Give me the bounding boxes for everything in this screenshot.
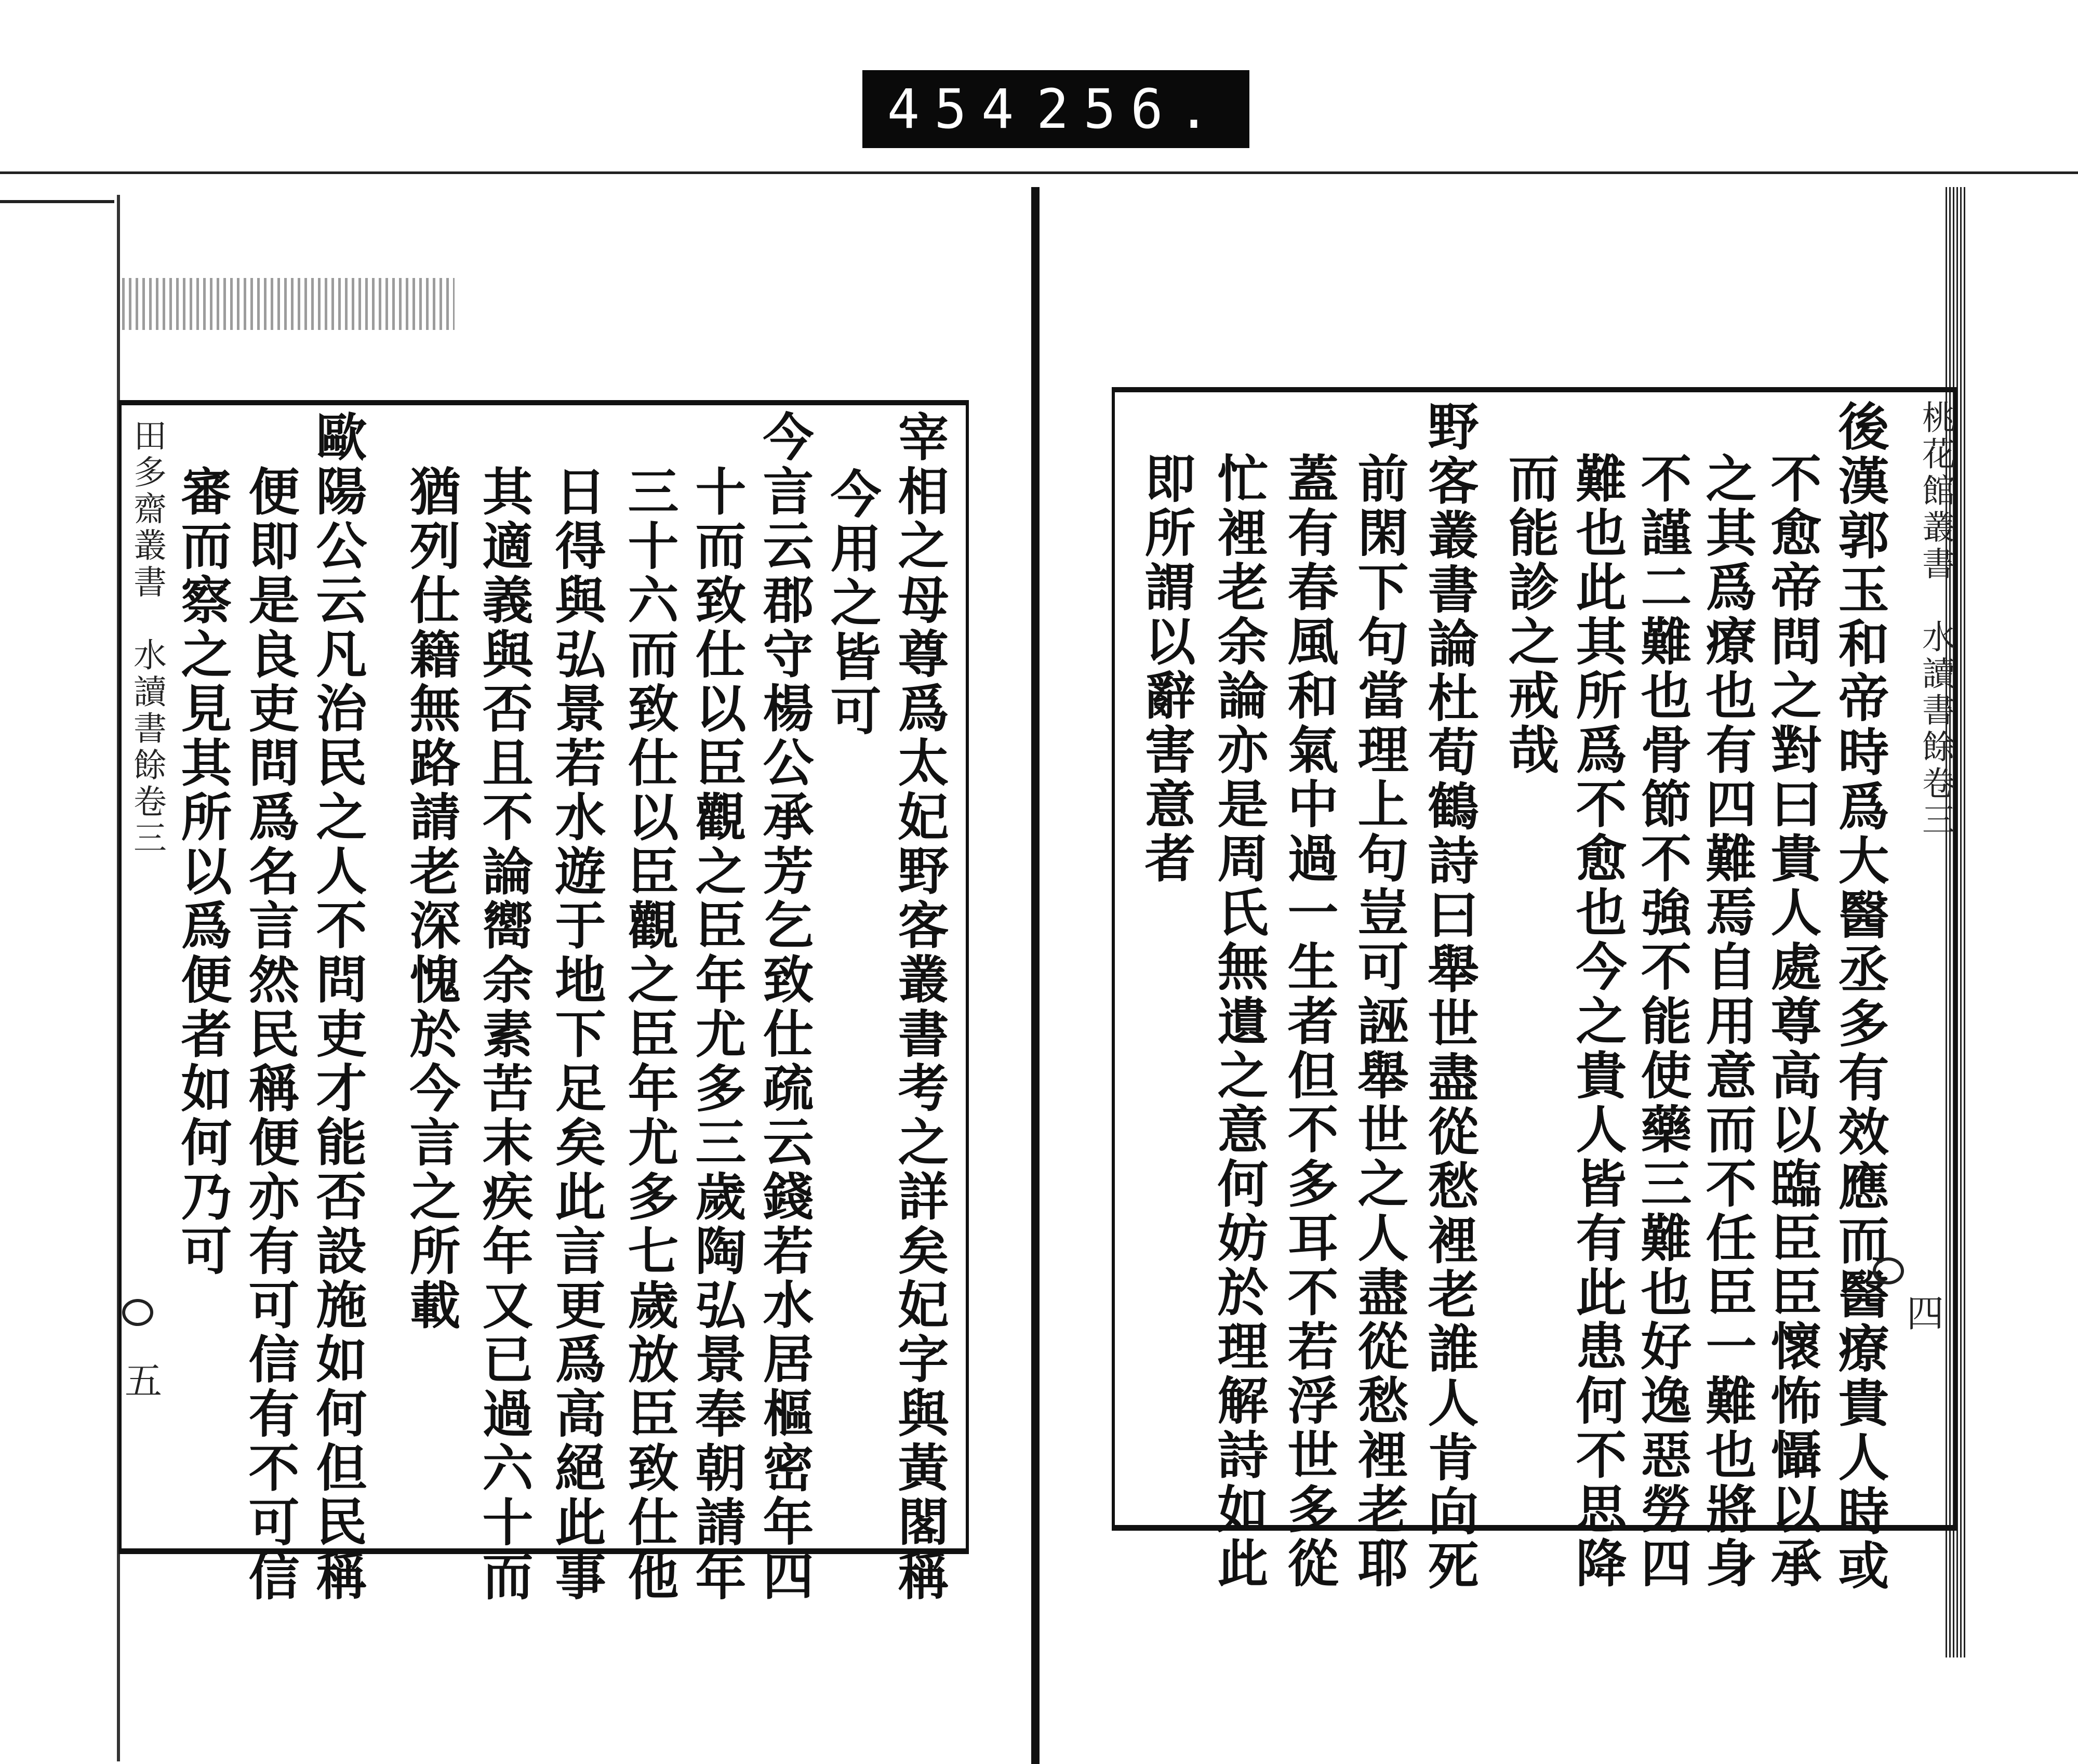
right-col-10: 忙裡老余論亦是周氏無遺之意何妨於理解詩如此 (1209, 452, 1269, 1591)
right-folio: 桃花館叢書 水讀書餘卷三 (1916, 400, 1955, 839)
right-col-8: 前閑下句當理上句豈可誣舉世之人盡從愁裡老耶 (1349, 452, 1409, 1591)
left-col-10: 便即是良吏問爲名言然民稱便亦有可信有不可信 (240, 465, 300, 1604)
right-page-number: 四 (1907, 1292, 1944, 1335)
left-folio: 田多齋叢書 水讀書餘卷三 (128, 418, 166, 857)
left-col-7: 其適義與否且不論嚮余素苦末疾年又已過六十而 (474, 465, 534, 1604)
right-col-7: 野客叢書論杜荀鶴詩曰舉世盡從愁裡老誰人肯向死 (1419, 400, 1479, 1594)
left-col-6: 日得與弘景若水遊于地下足矣此言更爲高絕此事 (547, 465, 606, 1604)
right-col-5: 難也此其所爲不愈也今之貴人皆有此患何不思降 (1567, 452, 1627, 1591)
left-col-9: 歐陽公云凡治民之人不問吏才能否設施如何但民稱 (308, 410, 367, 1604)
right-col-3: 之其爲療也有四難焉自用意而不任臣一難也將身 (1697, 452, 1757, 1591)
catalog-label-right: 256. (1036, 77, 1225, 141)
ink-smudge (122, 278, 455, 330)
right-col-1: 後漢郭玉和帝時爲大醫丞多有效應而醫療貴人時或 (1830, 400, 1889, 1594)
left-col-3: 今言云郡守楊公承芳乞致仕疏云錢若水居樞密年四 (754, 410, 814, 1604)
left-col-4: 十而致仕以臣觀之臣年尤多三歲陶弘景奉朝請年 (687, 465, 747, 1604)
book-gutter (1031, 187, 1040, 1764)
left-col-11: 審而察之見其所以爲便者如何乃可 (172, 465, 232, 1279)
left-col-2: 今用之皆可 (822, 468, 882, 739)
catalog-label (862, 70, 1249, 148)
catalog-label-left: 454 (887, 77, 1029, 141)
right-col-9: 蓋有春風和氣中過一生者但不多耳不若浮世多從 (1279, 452, 1339, 1591)
right-col-4: 不謹二難也骨節不強不能使藥三難也好逸惡勞四 (1632, 452, 1692, 1591)
left-page-number: 五 (125, 1359, 163, 1403)
left-col-1: 宰相之母尊爲太妃野客叢書考之詳矣妃字與黃閣稱 (889, 410, 949, 1604)
left-col-5: 三十六而致仕以臣觀之臣年尤多七歲放臣致仕他 (619, 465, 679, 1604)
right-col-11: 即所謂以辭害意者 (1136, 452, 1196, 886)
right-col-2: 不愈帝問之對曰貴人處尊高以臨臣臣懷怖懾以承 (1762, 452, 1822, 1591)
scan-top-edge (0, 171, 2078, 174)
right-col-6: 而能診之戒哉 (1500, 452, 1560, 778)
right-fish-tail-mark (1873, 1257, 1904, 1284)
scan-left-edge (0, 200, 114, 203)
left-col-8: 猶列仕籍無路請老深愧於今言之所載 (401, 465, 461, 1333)
left-fish-tail-mark (122, 1299, 153, 1326)
